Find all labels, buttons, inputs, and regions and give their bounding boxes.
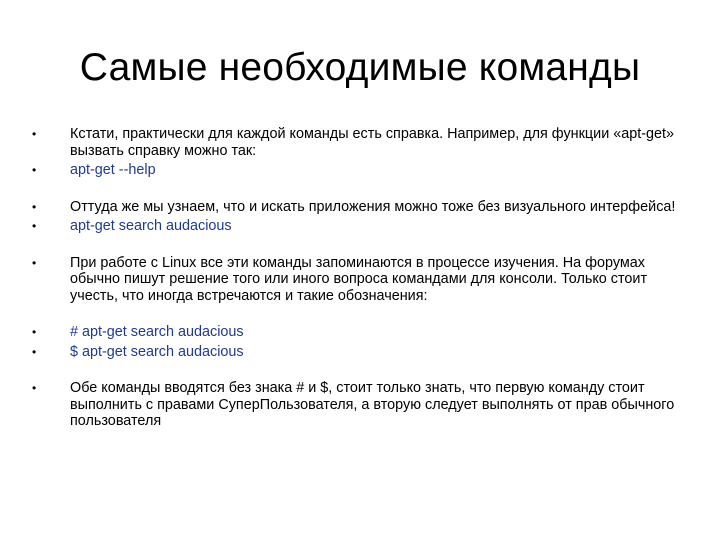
- bullet-icon: •: [32, 163, 37, 177]
- list-item: [32, 324, 692, 341]
- bullet-icon: •: [32, 325, 37, 339]
- bullet-icon: •: [32, 219, 37, 233]
- list-item: [32, 162, 692, 179]
- bullet-list: [32, 126, 692, 430]
- bullet-icon: •: [32, 381, 37, 395]
- list-item-text: При работе с Linux все эти команды запоминаются в процессе изучения. На форумах обычно пишут решение того или иного вопроса командами для консоли. Только стоит учесть, что иногда встречаются и такие обозначения:: [70, 254, 648, 304]
- command-example: # apt-get search audacious: [70, 324, 244, 340]
- list-item: [32, 199, 692, 216]
- bullet-icon: •: [32, 255, 37, 270]
- bullet-icon: •: [32, 199, 37, 214]
- command-example: apt-get --help: [70, 162, 156, 178]
- list-item: [32, 344, 692, 361]
- command-example: apt-get search audacious: [70, 218, 232, 234]
- bullet-icon: •: [32, 127, 37, 141]
- list-item-text: Оттуда же мы узнаем, что и искать приложения можно тоже без визуального интерфейса!: [70, 198, 676, 215]
- list-item: [32, 218, 692, 235]
- list-item: [32, 380, 692, 430]
- command-example: $ apt-get search audacious: [70, 343, 244, 360]
- list-item: [32, 126, 692, 159]
- list-item-text: Обе команды вводятся без знака # и $, стоит только знать, что первую команду стоит выполнить с правами СуперПользователя, а вторую следует выполнять от прав обычного пользователя: [70, 380, 675, 429]
- bullet-icon: •: [32, 344, 37, 359]
- list-item: [32, 255, 692, 305]
- slide-title: Самые необходимые команды: [79, 46, 641, 89]
- list-item-text: Кстати, практически для каждой команды есть справка. Например, для функции «apt-get» вызвать справку можно так:: [70, 126, 675, 159]
